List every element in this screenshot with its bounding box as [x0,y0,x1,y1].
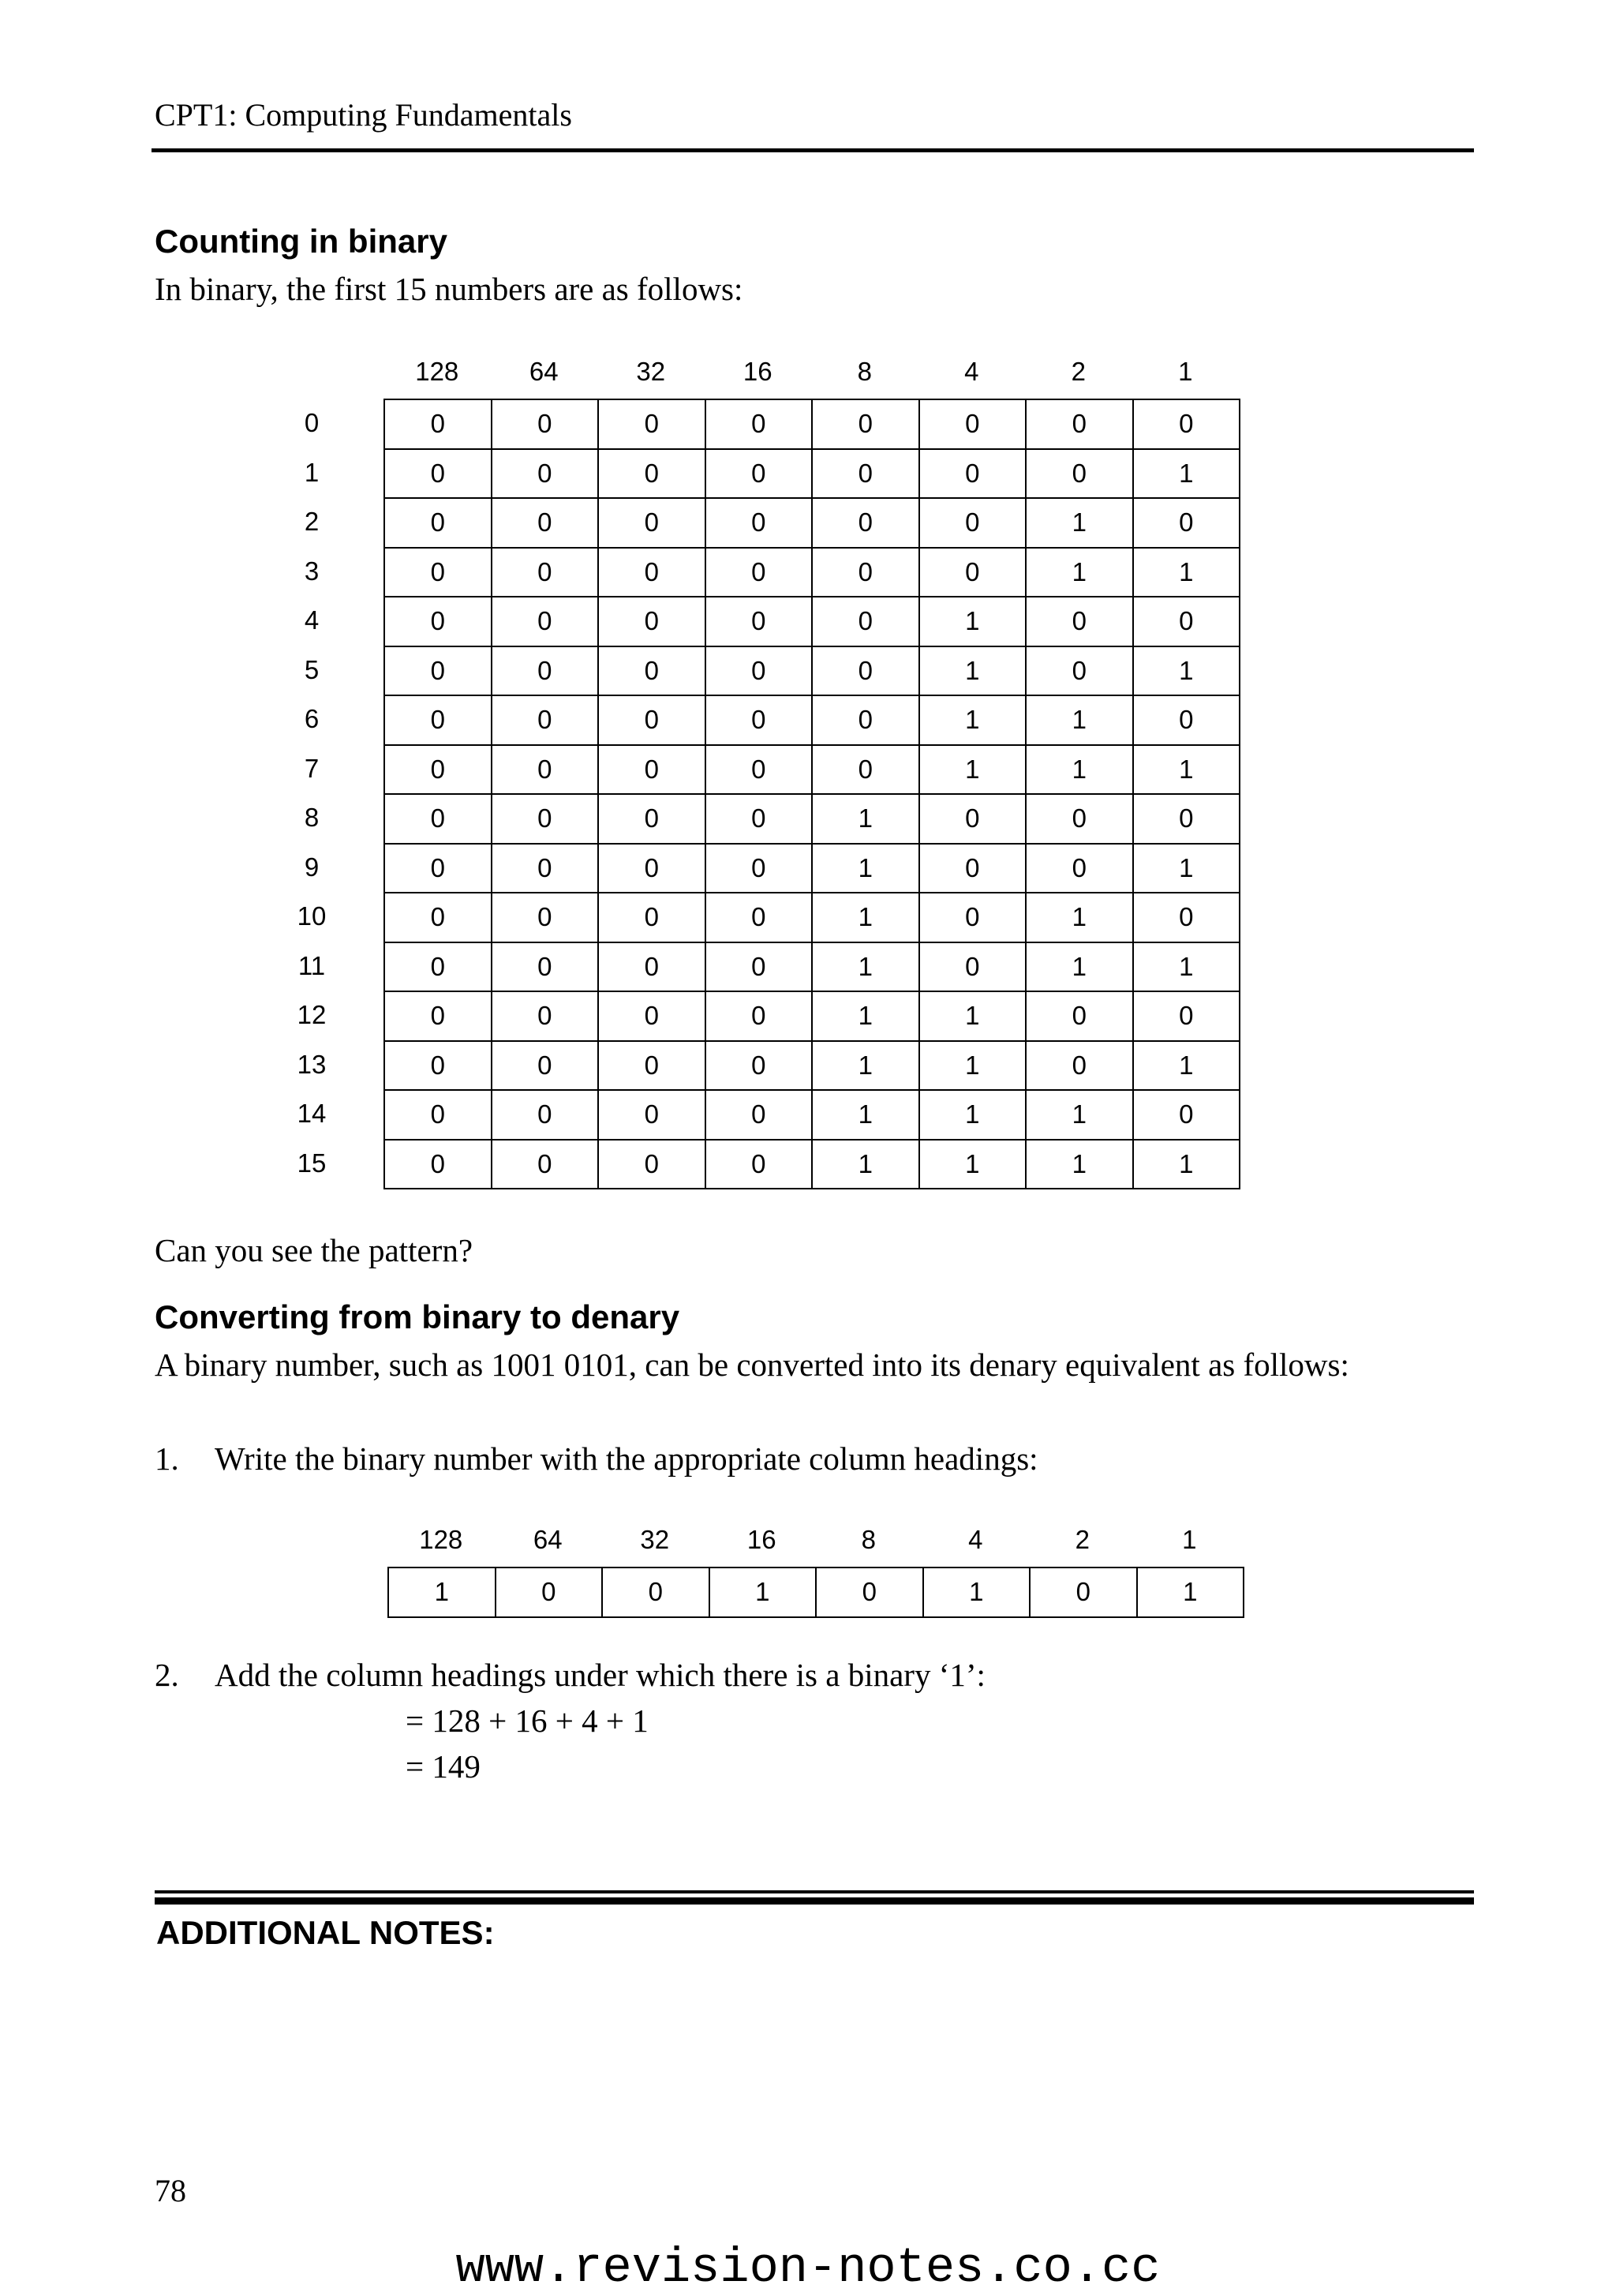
row-label: 2 [304,507,320,536]
bit-cell: 0 [705,893,813,942]
section-heading-converting: Converting from binary to denary [155,1298,680,1335]
bit-cell: 0 [598,1090,705,1140]
bit-cell: 0 [384,548,492,597]
bit-cell: 1 [812,893,919,942]
calc-line-1: = 128 + 16 + 4 + 1 [406,1702,649,1739]
additional-notes-heading: ADDITIONAL NOTES: [156,1914,495,1951]
row-label: 6 [304,704,320,733]
row-label: 15 [297,1148,327,1178]
binary-counting-table [383,399,1240,1189]
bit-cell: 0 [705,1090,813,1140]
bit-cell: 0 [812,646,919,696]
table-row [384,449,1240,499]
column-heading: 32 [640,1525,670,1554]
bit-cell: 0 [492,1140,599,1189]
bit-cell: 0 [492,399,599,449]
row-label: 10 [297,901,327,931]
bit-cell: 0 [1026,991,1133,1041]
bit-cell: 0 [1026,1041,1133,1091]
bit-cell: 0 [384,745,492,795]
bit-cell: 0 [492,1041,599,1091]
step2-number: 2. [155,1657,179,1693]
bit-cell: 0 [919,942,1027,992]
calc-line-2: = 149 [406,1748,481,1785]
bit-cell: 1 [1133,548,1240,597]
row-label: 1 [304,457,320,487]
bit-cell: 0 [812,597,919,646]
column-heading: 8 [857,357,872,386]
bit-cell: 0 [1133,1090,1240,1140]
bit-cell: 1 [1026,1140,1133,1189]
bit-cell: 1 [919,1140,1027,1189]
step1-text: Write the binary number with the appropriate column headings: [215,1440,1038,1477]
bit-cell: 0 [705,597,813,646]
bit-cell: 1 [1133,646,1240,696]
bit-cell: 0 [1133,498,1240,548]
bit-cell: 0 [598,399,705,449]
bit-cell: 1 [709,1567,817,1617]
bit-cell: 0 [384,991,492,1041]
table-row [384,399,1240,449]
bit-cell: 0 [705,745,813,795]
bit-cell: 1 [1133,1041,1240,1091]
row-label: 14 [297,1099,327,1128]
step2-text: Add the column headings under which there is a binary ‘1’: [215,1657,986,1693]
column-heading: 8 [861,1525,876,1554]
bit-cell: 0 [1133,893,1240,942]
bit-cell: 0 [1133,794,1240,844]
table1-row-labels [252,399,371,1188]
bit-cell: 0 [1026,449,1133,499]
bit-cell: 0 [919,548,1027,597]
bit-cell: 0 [492,498,599,548]
bit-cell: 0 [1026,844,1133,893]
bit-cell: 1 [1133,449,1240,499]
column-heading: 128 [415,357,459,386]
bit-cell: 0 [384,942,492,992]
bit-cell: 0 [705,399,813,449]
bit-cell: 0 [705,449,813,499]
counting-intro: In binary, the first 15 numbers are as follows: [155,271,743,307]
bit-cell: 1 [1026,942,1133,992]
bit-cell: 0 [598,745,705,795]
table-row [384,548,1240,597]
bit-cell: 0 [598,942,705,992]
bit-cell: 0 [705,1140,813,1189]
row-label: 13 [297,1049,327,1079]
bit-cell: 1 [388,1567,496,1617]
bit-cell: 1 [919,991,1027,1041]
bit-cell: 0 [919,449,1027,499]
column-heading: 64 [533,1525,563,1554]
table-row [384,1041,1240,1091]
bit-cell: 0 [598,1140,705,1189]
bit-cell: 1 [1026,893,1133,942]
column-heading: 1 [1182,1525,1197,1554]
bit-cell: 1 [919,695,1027,745]
bit-cell: 0 [919,844,1027,893]
bit-cell: 0 [919,893,1027,942]
bit-cell: 0 [919,399,1027,449]
bit-cell: 0 [492,942,599,992]
bit-cell: 0 [919,498,1027,548]
page-header-title: CPT1: Computing Fundamentals [155,97,572,133]
column-heading: 64 [529,357,559,386]
bit-cell: 1 [919,646,1027,696]
bit-cell: 0 [705,646,813,696]
notes-rule-thick [155,1897,1474,1905]
row-label: 5 [304,654,320,684]
bit-cell: 0 [1133,991,1240,1041]
bit-cell: 1 [812,844,919,893]
bit-cell: 0 [1026,794,1133,844]
bit-cell: 0 [384,449,492,499]
bit-cell: 0 [812,745,919,795]
column-heading: 2 [1071,357,1086,386]
table-row [384,695,1240,745]
row-label: 0 [304,408,320,437]
bit-cell: 0 [705,498,813,548]
bit-cell: 0 [492,646,599,696]
table-row [384,844,1240,893]
bit-cell: 0 [812,695,919,745]
bit-cell: 0 [598,548,705,597]
bit-cell: 0 [598,646,705,696]
bit-cell: 1 [1026,745,1133,795]
bit-cell: 0 [812,498,919,548]
bit-cell: 0 [492,745,599,795]
bit-cell: 0 [496,1567,603,1617]
bit-cell: 0 [492,844,599,893]
footer-url: www.revision-notes.co.cc [455,2240,1161,2296]
bit-cell: 0 [384,844,492,893]
bit-cell: 0 [492,991,599,1041]
bit-cell: 1 [1133,745,1240,795]
table-row [384,893,1240,942]
bit-cell: 0 [384,399,492,449]
section-heading-counting: Counting in binary [155,223,447,260]
bit-cell: 0 [1133,399,1240,449]
bit-cell: 1 [1026,548,1133,597]
bit-cell: 1 [812,1041,919,1091]
table-row [384,1090,1240,1140]
bit-cell: 0 [492,695,599,745]
bit-cell: 0 [384,1140,492,1189]
bit-cell: 1 [1133,942,1240,992]
bit-cell: 0 [598,844,705,893]
bit-cell: 0 [384,597,492,646]
bit-cell: 0 [816,1567,923,1617]
bit-cell: 0 [492,794,599,844]
bit-cell: 0 [598,449,705,499]
bit-cell: 1 [919,1090,1027,1140]
bit-cell: 0 [705,991,813,1041]
column-heading: 16 [743,357,772,386]
bit-cell: 0 [1133,695,1240,745]
page-number: 78 [155,2173,186,2208]
row-label: 11 [297,950,326,980]
bit-cell: 0 [705,548,813,597]
table-row [388,1567,1244,1617]
bit-cell: 0 [598,498,705,548]
column-heading: 128 [419,1525,463,1554]
bit-cell: 1 [1026,695,1133,745]
bit-cell: 1 [1133,1140,1240,1189]
header-rule [152,148,1474,152]
row-label: 12 [297,1000,327,1029]
column-heading: 16 [746,1525,776,1554]
bit-cell: 0 [1026,399,1133,449]
pattern-question: Can you see the pattern? [155,1232,473,1268]
table-row [384,794,1240,844]
bit-cell: 0 [705,794,813,844]
row-label: 9 [304,852,320,882]
table-row [384,745,1240,795]
converting-intro: A binary number, such as 1001 0101, can be converted into its denary equivalent as follows: [155,1347,1349,1383]
table-row [384,597,1240,646]
bit-cell: 1 [919,597,1027,646]
bit-cell: 0 [598,1041,705,1091]
bit-cell: 0 [384,646,492,696]
bit-cell: 1 [812,991,919,1041]
bit-cell: 0 [812,548,919,597]
bit-cell: 0 [598,794,705,844]
bit-cell: 1 [919,1041,1027,1091]
bit-cell: 0 [1026,597,1133,646]
bit-cell: 1 [812,942,919,992]
bit-cell: 0 [705,695,813,745]
bit-cell: 0 [1026,646,1133,696]
bit-cell: 0 [1133,597,1240,646]
row-label: 7 [304,753,320,783]
bit-cell: 0 [384,1090,492,1140]
bit-cell: 1 [919,745,1027,795]
bit-cell: 0 [705,942,813,992]
bit-cell: 0 [492,597,599,646]
binary-number-table [387,1567,1244,1618]
notes-rule-thin [155,1890,1474,1893]
row-label: 3 [304,556,320,586]
column-heading: 4 [964,357,979,386]
bit-cell: 0 [492,548,599,597]
bit-cell: 0 [492,449,599,499]
bit-cell: 0 [602,1567,709,1617]
bit-cell: 1 [1026,1090,1133,1140]
bit-cell: 1 [1133,844,1240,893]
table-row [384,498,1240,548]
bit-cell: 1 [1137,1567,1244,1617]
bit-cell: 0 [384,794,492,844]
column-heading: 4 [968,1525,983,1554]
bit-cell: 0 [705,1041,813,1091]
bit-cell: 1 [812,1090,919,1140]
bit-cell: 1 [812,794,919,844]
column-heading: 32 [636,357,666,386]
table1-column-headings [383,357,1239,387]
table-row [384,991,1240,1041]
table-row [384,942,1240,992]
bit-cell: 0 [812,449,919,499]
bit-cell: 0 [1030,1567,1137,1617]
bit-cell: 0 [384,893,492,942]
bit-cell: 0 [384,1041,492,1091]
bit-cell: 0 [705,844,813,893]
table-row [384,646,1240,696]
bit-cell: 0 [812,399,919,449]
bit-cell: 0 [919,794,1027,844]
bit-cell: 0 [598,991,705,1041]
table-row [384,1140,1240,1189]
table2-column-headings [387,1525,1243,1555]
bit-cell: 0 [598,597,705,646]
bit-cell: 1 [923,1567,1031,1617]
column-heading: 1 [1178,357,1193,386]
bit-cell: 1 [1026,498,1133,548]
bit-cell: 1 [812,1140,919,1189]
row-label: 4 [304,605,320,635]
bit-cell: 0 [598,893,705,942]
column-heading: 2 [1075,1525,1090,1554]
bit-cell: 0 [384,498,492,548]
bit-cell: 0 [384,695,492,745]
step1-number: 1. [155,1440,179,1477]
bit-cell: 0 [492,1090,599,1140]
bit-cell: 0 [598,695,705,745]
row-label: 8 [304,803,320,832]
bit-cell: 0 [492,893,599,942]
